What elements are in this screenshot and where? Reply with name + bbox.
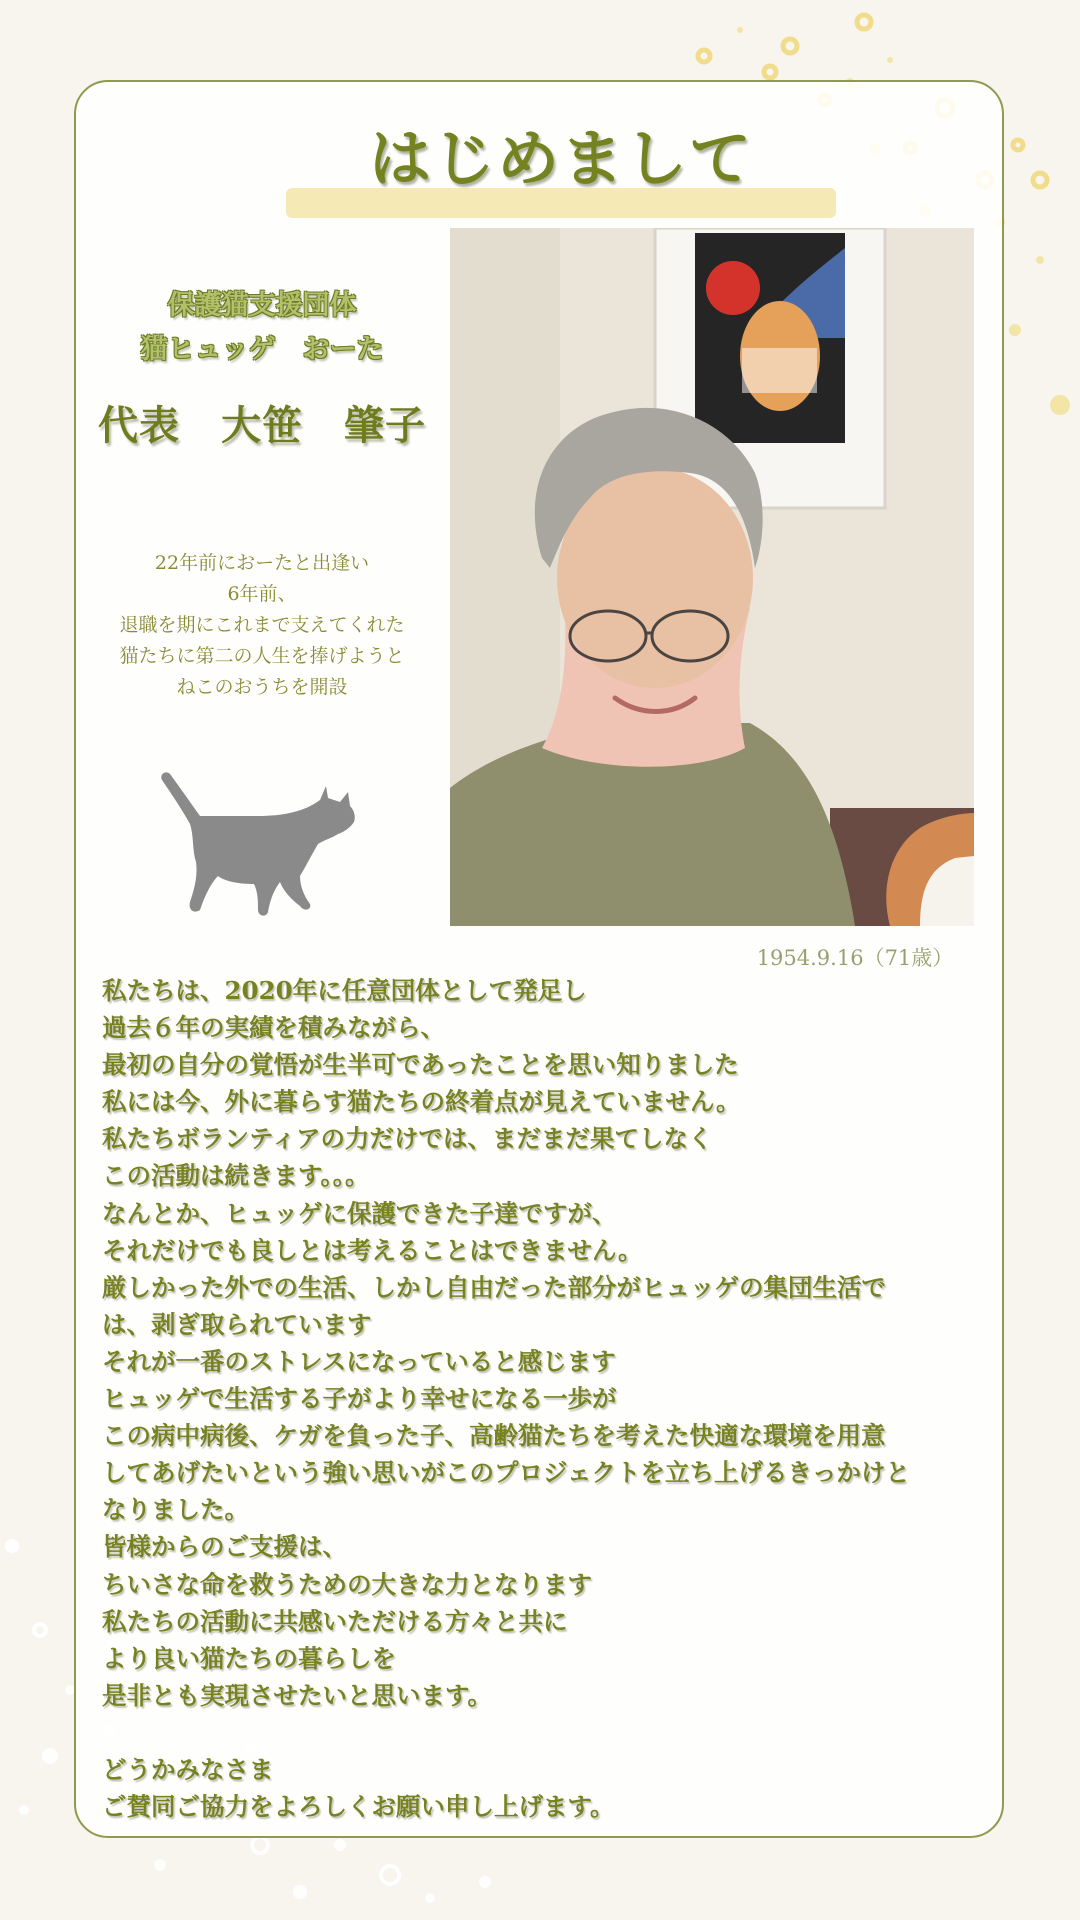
organization-line-1: 保護猫支援団体 <box>167 290 357 321</box>
blank-line <box>102 1714 982 1751</box>
representative-photo <box>450 228 974 926</box>
message-line: 私には今、外に暮らす猫たちの終着点が見えていません。 <box>102 1087 741 1117</box>
message-line: 私たちの活動に共感いただける方々と共に <box>102 1606 568 1636</box>
message-line: それが一番のストレスになっていると感じます <box>102 1346 616 1376</box>
message-line: 過去６年の実績を積みながら、 <box>102 1013 445 1043</box>
message-line: 私たちボランティアの力だけでは、まだまだ果てしなく <box>102 1124 713 1154</box>
intro-line: 退職を期にこれまで支えてくれた <box>119 614 405 636</box>
closing-line: どうかみなさま <box>102 1754 274 1784</box>
representative-name: 代表 大笹 肇子 <box>98 402 426 449</box>
message-line: ヒュッゲで生活する子がより幸せになる一歩が <box>102 1384 617 1414</box>
organization-line-2: 猫ヒュッゲ おーた <box>140 334 384 365</box>
birth-date-caption: 1954.9.16（71歳） <box>756 946 954 970</box>
message-line: 私たちは、2020年に任意団体として発足し <box>102 976 587 1005</box>
message-line: 是非とも実現させたいと思います。 <box>102 1680 493 1710</box>
message-line: それだけでも良しとは考えることはできません。 <box>102 1235 643 1265</box>
message-line: してあげたいという強い思いがこのプロジェクトを立ち上げるきっかけと <box>102 1458 911 1488</box>
intro-line: 22年前におーたと出逢い <box>154 552 370 574</box>
cat-silhouette-icon <box>154 772 374 922</box>
closing-line: ご賛同ご協力をよろしくお願い申し上げます。 <box>102 1792 615 1822</box>
message-line: より良い猫たちの暮らしを <box>102 1643 396 1673</box>
intro-text <box>76 548 448 703</box>
message-line: この病中病後、ケガを負った子、高齢猫たちを考えた快適な環境を用意 <box>102 1421 886 1451</box>
intro-line: 6年前、 <box>227 583 297 605</box>
organization-name <box>76 284 448 372</box>
message-line: 皆様からのご支援は、 <box>102 1532 347 1562</box>
intro-line: ねこのおうちを開設 <box>176 676 348 698</box>
message-line: ちいさな命を救うための大きな力となります <box>102 1569 592 1599</box>
title-block <box>286 116 836 236</box>
message-line: 最初の自分の覚悟が生半可であったことを思い知りました <box>102 1050 739 1080</box>
profile-card <box>74 80 1004 1838</box>
message-line: は、剥ぎ取られています <box>102 1309 372 1339</box>
message-line: なんとか、ヒュッゲに保護できた子達ですが、 <box>102 1198 617 1228</box>
page-title: はじめまして <box>368 122 753 195</box>
message-line: この活動は続きます。。。 <box>102 1161 370 1191</box>
intro-line: 猫たちに第二の人生を捧げようと <box>119 645 405 667</box>
message-line: なりました。 <box>102 1495 249 1525</box>
message-body <box>102 972 982 1825</box>
message-line: 厳しかった外での生活、しかし自由だった部分がヒュッゲの集団生活で <box>102 1272 886 1302</box>
